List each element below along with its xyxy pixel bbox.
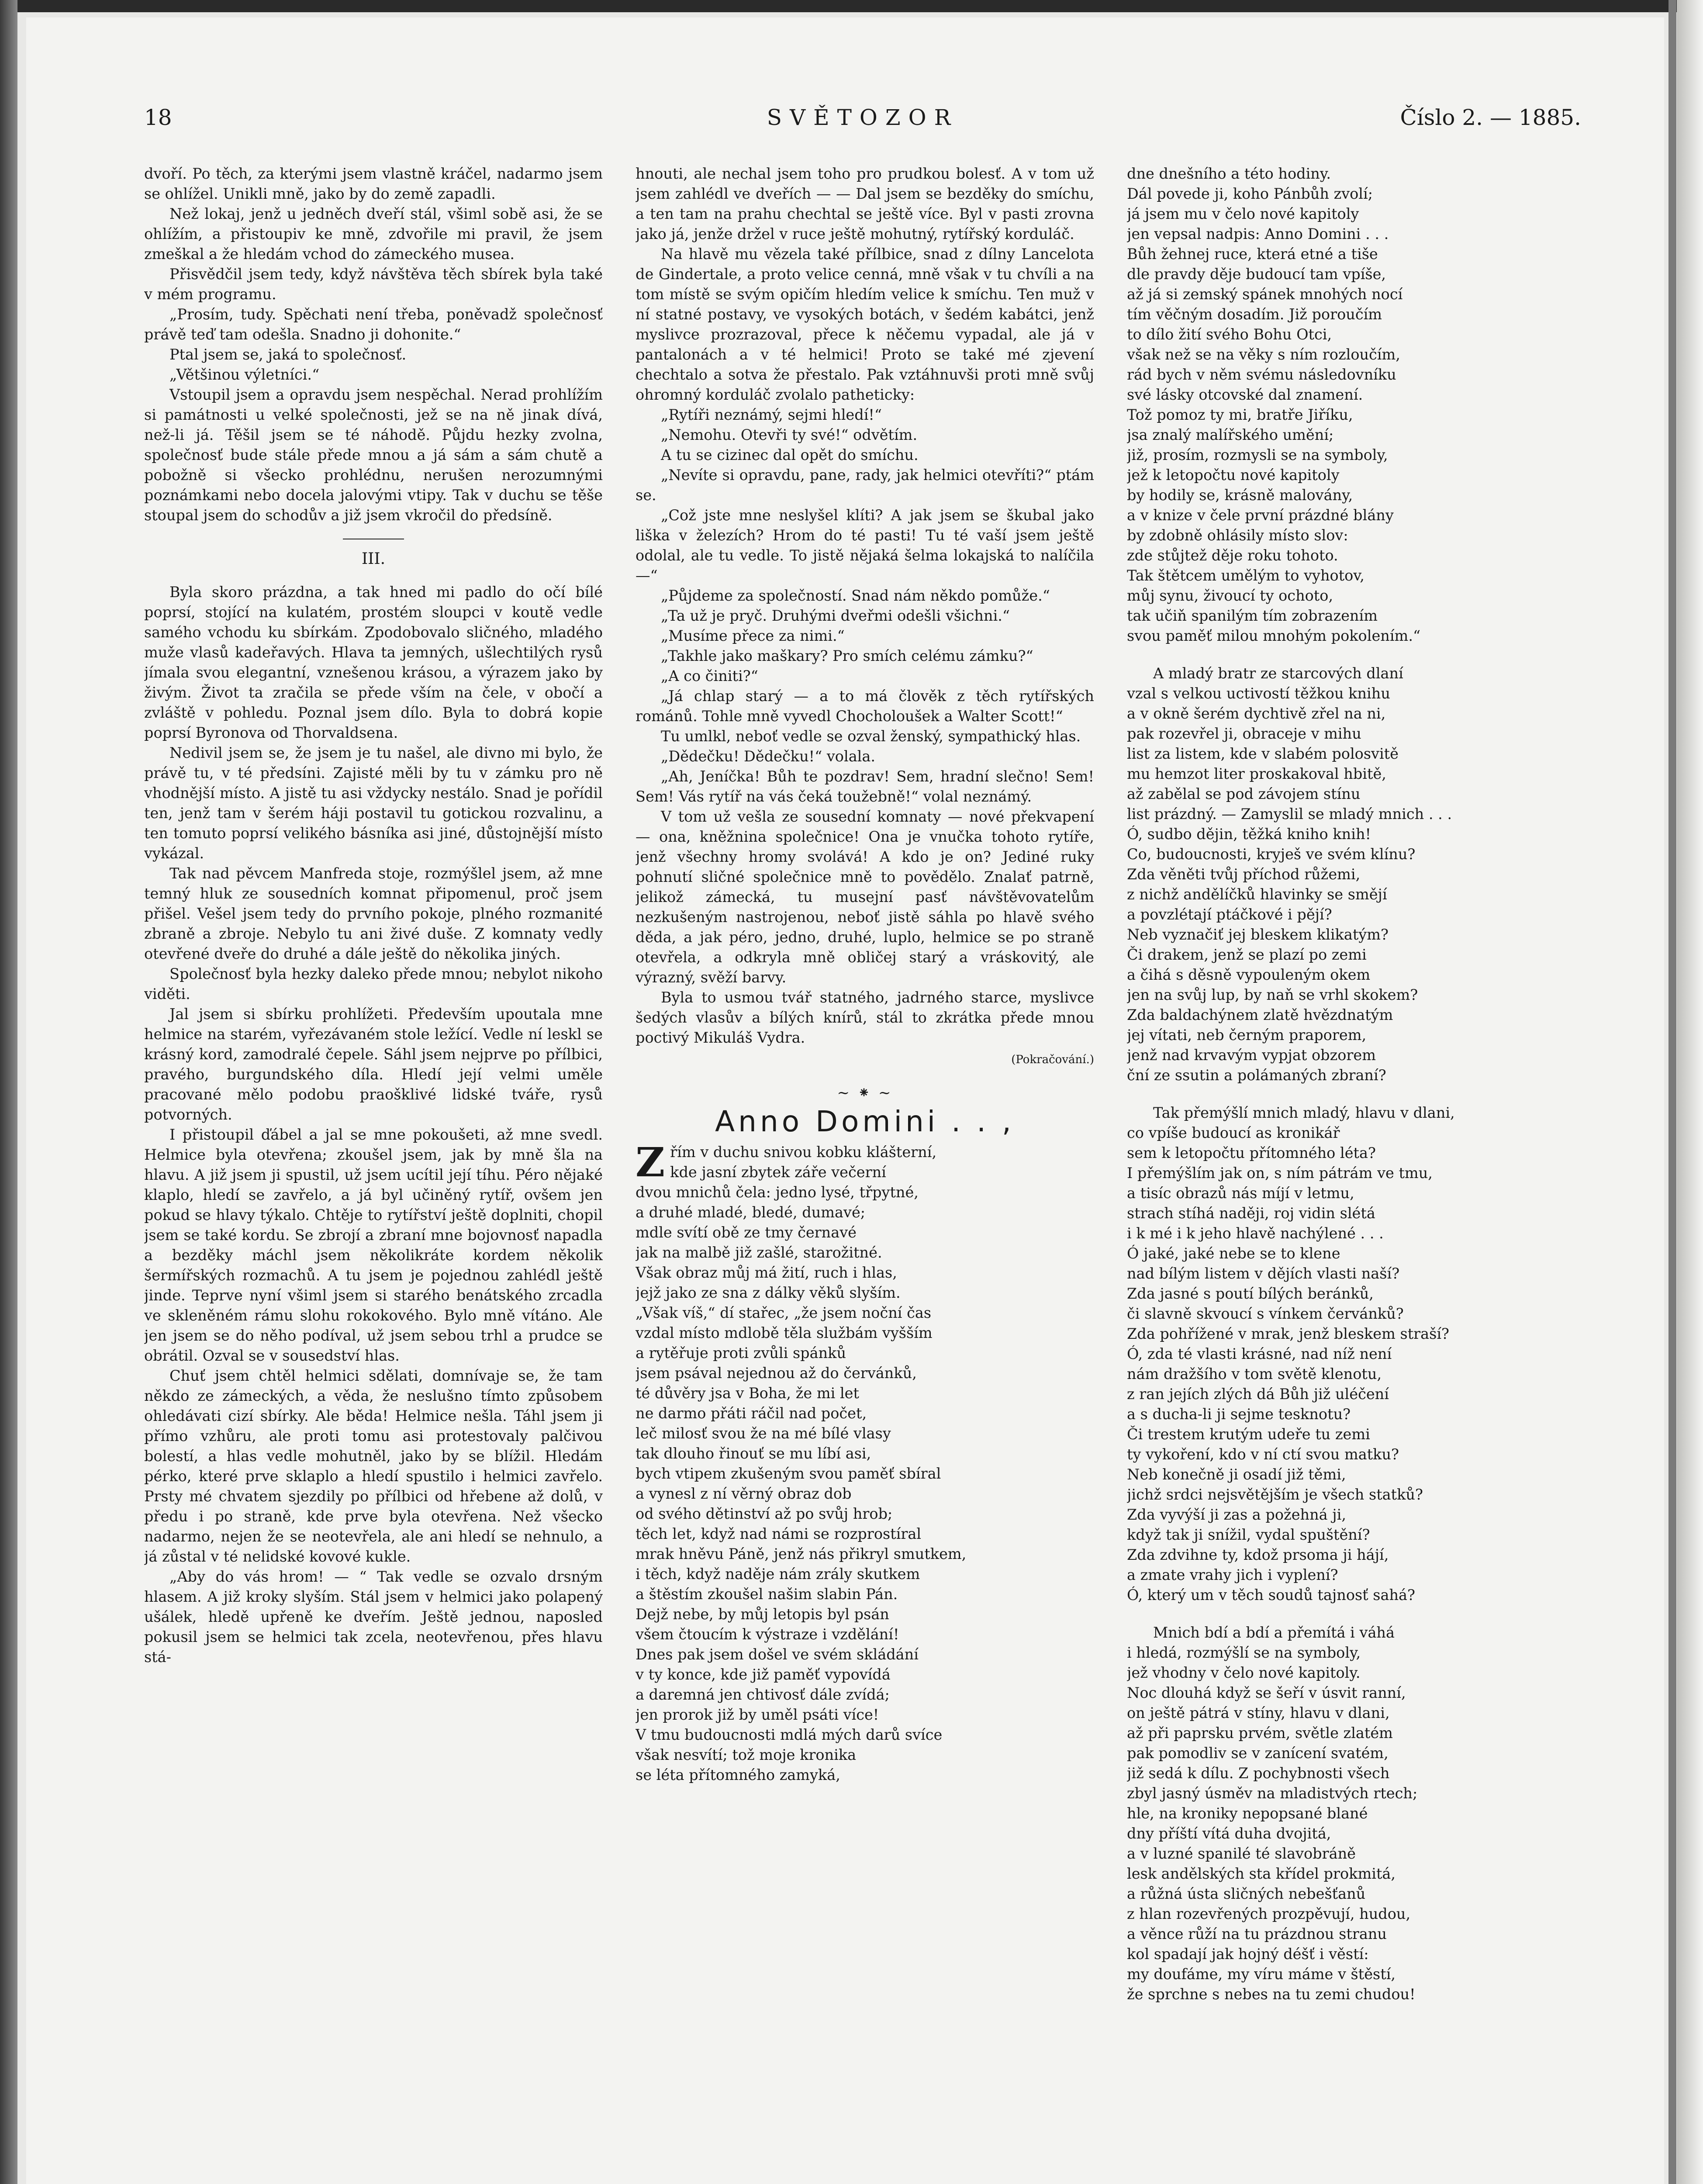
poem-line: list prázdný. — Zamyslil se mladý mnich . . . [1127,805,1452,822]
scan-top-edge [0,0,1703,12]
poem-line: i těch, když naděje nám zrály skutkem [636,1565,920,1583]
paragraph: Vstoupil jsem a opravdu jsem nespěchal. Nerad prohlížím si památnosti u velké společnosti, jež se na ně jinak dívá, než-li já. Těšil jsem se té náhodě. Půjdu hezky zvolna, společnosť bude stále přede mnou a já sám a sám chutě a pobožně si všecko prohlédnu, nerušen nerozumnými poznámkami nebo docela jalovými vtipy. Tak v duchu se těše stoupal jsem do schodův a již jsem vkročil do předsíně. [144,386,603,524]
poem-line: kde jasní zbytek záře večerní [670,1164,886,1181]
poem-line: Však obraz můj má žití, ruch i hlas, [636,1264,897,1281]
poem-line: jen na svůj lup, by naň se vrhl skokem? [1127,986,1418,1003]
poem-line: dny příští vítá duha dvojitá, [1127,1825,1331,1842]
poem-line: V tmu budoucnosti mdlá mých darů svíce [636,1726,943,1743]
paragraph: „Půjdeme za společností. Snad nám někdo pomůže.“ [661,587,1050,604]
scan-spine-shadow [1668,0,1676,2184]
poem-line: zbyl jasný úsměv na mladistvých rtech; [1127,1785,1418,1802]
page-number: 18 [144,105,172,130]
poem-line: jenž nad krvavým vypjat obzorem [1127,1047,1376,1064]
paragraph: dvoří. Po těch, za kterými jsem vlastně kráčel, nadarmo jsem se ohlížel. Unikli mně, jako by do země zapadli. [144,165,603,202]
poem-line: dne dnešního a této hodiny. [1127,165,1331,182]
paragraph: Nedivil jsem se, že jsem je tu našel, ale divno mi bylo, že právě tu, v té předsíni. Zajisté měli by tu v zámku pro ně vhodnější místo. A jistě tu asi vždycky nestálo. Snad je pořídil ten, jenž tam v šerém háji postavil tu gotickou rozvalinu, a ten tomuto poprsí velikého básníka asi jiné, důstojnější místo vykázal. [144,744,603,862]
paragraph: „Rytíři neznámý, sejmi hledí!“ [661,406,882,423]
poem-line: v ty konce, kde již paměť vypovídá [636,1666,891,1683]
poem-line: bych vtipem zkušeným svou paměť sbíral [636,1465,941,1482]
poem-line: a štěstím zkoušel našim slabin Pán. [636,1586,898,1603]
poem-line: jen prorok již by uměl psáti více! [636,1706,879,1723]
poem-body [636,1139,1094,1785]
poem-line: Ó, zda té vlasti krásné, nad níž není [1127,1345,1392,1362]
journal-title: SVĚTOZOR [767,105,959,130]
paragraph: V tom už vešla ze sousední komnaty — nové překvapení — ona, kněžnina společnice! Ona je vnučka tohoto rytíře, jenž všechny hromy svolává! A kdo je on? Jediné ruky pohnutí sličné společnice mně to povědělo. Znalať patrně, jelikož zámecká, tu musejní pasť návštěvovatelům nezkušeným nastrojenou, neboť jistě sáhla po hlavě svého děda, a jak péro, jedno, druhé, luplo, helmice se po straně otevřela, a odkryla mně obličej starý a vráskovitý, ale výrazný, svěží barvy. [636,808,1094,986]
paragraph: Byla skoro prázdna, a tak hned mi padlo do očí bílé poprsí, stojící na kulatém, prostém sloupci v koutě vedle samého vchodu ku sbírkám. Zpodobovalo sličného, mladého muže vlasů kadeřavých. Hlava ta jemných, ušlechtilých rysů jímala svou elegantní, vznešenou krásou, a výrazem jako by živým. Život ta zračila se přede vším na čele, v obočí a zvláště v pohledu. Poznal jsem dílo. Byla to dobrá kopie poprsí Byronova od Thorvaldsena. [144,584,603,741]
poem-line: Dál povede ji, koho Pánbůh zvolí; [1127,185,1373,202]
poem-line: Ó, sudbo dějin, těžká kniho knih! [1127,826,1371,843]
poem-line: a v okně šerém dychtivě zřel na ni, [1127,705,1386,722]
paragraph: „Nevíte si opravdu, pane, rady, jak helmici otevříti?“ ptám se. [636,467,1094,504]
poem-line: jejž jako ze sna z dálky věků slyším. [636,1284,901,1301]
poem-line: jak na malbě již zašlé, starožitné. [636,1244,882,1261]
poem-line: pak pomodliv se v zanícení svatém, [1127,1745,1389,1762]
stanza-gap [1127,646,1588,663]
poem-line: však nesvítí; tož moje kronika [636,1746,857,1763]
poem-line: Zda baldachýnem zlatě hvězdnatým [1127,1006,1393,1023]
poem-line: tak učiň spanilým tím zobrazením [1127,607,1378,624]
poem-line: Tož pomoz ty mi, bratře Jiříku, [1127,406,1353,423]
poem-line: již sedá k dílu. Z pochybnosti všech [1127,1765,1390,1782]
poem-line: Co, budoucnosti, kryješ ve svém klínu? [1127,846,1416,863]
poem-line: „Však víš,“ dí stařec, „že jsem noční čas [636,1304,932,1321]
poem-stanza [1127,663,1588,1085]
poem-line: by hodily se, krásně malovány, [1127,487,1353,504]
poem-line: od svého dětinství až po svůj hrob; [636,1505,893,1522]
poem-line: a zmate vrahy jich i vyplení? [1127,1566,1338,1583]
poem-line: jež k letopočtu nové kapitoly [1127,467,1340,484]
poem-line: až zabělal se pod závojem stínu [1127,785,1361,802]
poem-line: z hlan rozevřených prozpěvují, hudou, [1127,1905,1411,1922]
poem-line: by zdobně ohlásily místo slov: [1127,527,1348,544]
poem-line: ne darmo přáti ráčil nad počet, [636,1405,867,1422]
poem-line: nad bílým listem v dějích vlasti naší? [1127,1265,1400,1282]
poem-line: Dejž nebe, by můj letopis byl psán [636,1606,889,1623]
poem-line: tím věčným dosadím. Již poroučím [1127,306,1382,323]
poem-line: řím v duchu snivou kobku klášterní, [670,1144,937,1161]
poem-line: když tak ji snížil, vydal spuštění? [1127,1526,1370,1543]
poem-line: Noc dlouhá když se šeří v úsvit ranní, [1127,1684,1406,1701]
poem-line: a čihá s děsně vypouleným okem [1127,966,1371,983]
poem-stanza [1127,1103,1588,1605]
poem-line: a věnce růží na tu prázdnou stranu [1127,1925,1387,1942]
poem-line: Zda věněti tvůj příchod růžemi, [1127,866,1361,883]
poem-line: a růžná ústa sličných nebešťanů [1127,1885,1366,1902]
poem-line: my doufáme, my víru máme v štěstí, [1127,1966,1396,1983]
poem-line: to dílo žití svého Bohu Otci, [1127,326,1332,343]
poem-line: a s ducha-li ji sejme tesknotu? [1127,1406,1351,1423]
poem-line: že sprchne s nebes na tu zemi chudou! [1127,1986,1416,2003]
poem-line: co vpíše budoucí as kronikář [1127,1124,1340,1141]
paragraph: „Což jste mne neslyšel klíti? A jak jsem se škubal jako liška v železích? Hrom do té pasti! Tu té vaší jsem ještě odolal, ale tu vedle. To jistě nějaká šelma lokajská to nalíčila —“ [636,507,1094,584]
column-1 [144,164,603,2184]
page-header [144,105,1581,135]
poem-line: až při paprsku prvém, světle zlatém [1127,1724,1393,1742]
poem-line: Či trestem krutým udeře tu zemi [1127,1426,1370,1443]
paragraph: Jal jsem si sbírku prohlížeti. Především upoutala mne helmice na starém, vyřezávaném stole ležící. Vedle ní leskl se krásný kord, zamodralé čepele. Sáhl jsem nejprve po přílbici, pravého, burgundského díla. Hledí její velmi uměle pracované mělo podobu praošklivé lidské tváře, rysů potvorných. [144,1006,603,1123]
poem-line: všem čtoucím k výstraze i vzdělání! [636,1626,899,1643]
poem-line: Bůh žehnej ruce, která etné a tiše [1127,245,1378,263]
poem-line: strach stíhá naději, roj vidin slétá [1127,1205,1375,1222]
poem-line: sem k letopočtu přítomného léta? [1127,1144,1376,1161]
poem-line: jen vepsal nadpis: Anno Domini . . . [1127,225,1389,242]
paragraph: Přisvědčil jsem tedy, když návštěva těch sbírek byla také v mém programu. [144,266,603,303]
poem-line: I přemýšlím jak on, s ním pátrám ve tmu, [1127,1165,1433,1182]
poem-line: a daremná jen chtivosť dále zvídá; [636,1686,890,1703]
poem-line: jej vítati, neb černým praporem, [1127,1026,1367,1044]
section-number: III. [361,550,386,568]
poem-line: však než se na věky s ním rozloučím, [1127,346,1400,363]
continuation-note: (Pokračování.) [1011,1053,1094,1066]
poem-line: a rytěřuje proti zvůli spánků [636,1344,846,1362]
poem-line: on ještě pátrá v stíny, hlavu v dlani, [1127,1704,1390,1721]
poem-line: Zda pohřížené v mrak, jenž bleskem straší? [1127,1325,1450,1342]
poem-line: lesk andělských sta křídel prokmitá, [1127,1865,1396,1882]
paragraph: „Ah, Jeníčka! Bůh te pozdrav! Sem, hradní slečno! Sem! Sem! Vás rytíř na vás čeká toužebně!“ volal neznámý. [636,768,1094,805]
paragraph: „Nemohu. Otevři ty své!“ odvětím. [661,426,918,443]
poem-line: své lásky otcovské dal znamení. [1127,386,1363,403]
poem-line: zde stůjtež děje roku tohoto. [1127,547,1338,564]
column-2 [636,164,1094,2184]
poem-line: tak dlouho řinouť se mu líbí asi, [636,1445,871,1462]
poem-line: mdle svítí obě ze tmy černavé [636,1224,857,1241]
poem-line: Tak štětcem umělým to vyhotov, [1127,567,1364,584]
poem-title: Anno Domini . . , [715,1105,1015,1138]
poem-line: Ó jaké, jaké nebe se to klene [1127,1245,1340,1262]
poem-line: mu hemzot liter proskakoval hbitě, [1127,765,1386,782]
stanza-gap [1127,1605,1588,1623]
poem-stanza [1127,1623,1588,2004]
poem-line: již, prosím, rozmysli se na symboly, [1127,446,1388,463]
scan-left-edge [0,0,17,2184]
poem-line: se léta přítomného zamyká, [636,1766,840,1783]
column-3 [1127,164,1588,2184]
scan-right-edge [1677,0,1703,2184]
paragraph: „Prosím, tudy. Spěchati není třeba, poněvadž společnosť právě teď tam odešla. Snadno ji dohonite.“ [144,306,603,343]
poem-line: jsa znalý malířského umění; [1127,426,1334,443]
paragraph: „Já chlap starý — a to má člověk z těch rytířských románů. Tohle mně vyvedl Chocholoušek a Walter Scott!“ [636,688,1094,725]
poem-line: nám dražšího v tom světě klenotu, [1127,1365,1382,1382]
poem-line: Či drakem, jenž se plazí po zemi [1127,946,1367,963]
poem-line: vzal s velkou uctivostí těžkou knihu [1127,685,1390,702]
drop-cap: Z [636,1139,665,1186]
issue-label: Číslo 2. — 1885. [1400,105,1581,130]
poem-line: kol spadají jak hojný déšť i věstí: [1127,1946,1369,1963]
poem-line: až já si zemský spánek mnohých nocí [1127,286,1403,303]
poem-line: z ran jejích zlých dá Bůh již uléčení [1127,1386,1389,1403]
poem-line: těch let, když nad námi se rozprostíral [636,1525,922,1542]
paragraph: hnouti, ale nechal jsem toho pro prudkou bolesť. A v tom už jsem zahlédl ve dveřích — — Dal jsem se bezděky do smíchu, a ten tam na prahu chechtal se ještě více. Byl v pasti zrovna jako já, jenže držel v ruce ještě mohutný, rytířský korduláč. [636,165,1094,242]
poem-line: A mladý bratr ze starcových dlaní [1153,665,1403,682]
poem-line: jichž srdci nejsvětějším je všech statků? [1127,1486,1423,1503]
poem-line: vzdal místo mdlobě těla službám vyšším [636,1324,933,1341]
poem-line: hle, na kroniky nepopsané blané [1127,1805,1368,1822]
poem-line: Zda zdvihne ty, kdož prsoma ji hájí, [1127,1546,1389,1563]
poem-line: jež vhodny v čelo nové kapitoly. [1127,1664,1361,1681]
poem-line: jsem psával nejednou až do červánků, [636,1365,917,1382]
paragraph: „Musíme přece za nimi.“ [661,627,845,644]
poem-line: list za listem, kde v slabém polosvitě [1127,745,1399,762]
poem-line: a tisíc obrazů nás míjí v letmu, [1127,1185,1354,1202]
paragraph: „Ta už je pryč. Druhými dveřmi odešli všichni.“ [661,607,1010,624]
paragraph: „Aby do vás hrom! — “ Tak vedle se ozvalo drsným hlasem. A již kroky slyším. Stál jsem v helmici jako polapený ušálek, hledě upřeně ke dveřím. Ještě jednou, naposled pokusil jsem se helmici tak zcela, neotevřenou, přes hlavu stá- [144,1568,603,1666]
poem-line: Neb vyznačiť jej bleskem klikatým? [1127,926,1389,943]
poem-line: a druhé mladé, bledé, dumavé; [636,1204,866,1221]
paragraph: Tak nad pěvcem Manfreda stoje, rozmýšlel jsem, až mne temný hluk ze sousedních komnat připomenul, proč jsem přišel. Vešel jsem tedy do prvního pokoje, plného rozmanité zbraně a zbroje. Nebylo tu ani živé duše. Z komnaty vedly otevřené dveře do druhé a dále ještě do několika jiných. [144,865,603,962]
paragraph: „Takhle jako maškary? Pro smích celému zámku?“ [661,647,1033,664]
poem-line: Zda vyvýší ji zas a požehná ji, [1127,1506,1347,1523]
poem-line: rád bych v něm svému následovníku [1127,366,1396,383]
paragraph: Ptal jsem se, jaká to společnosť. [169,346,407,363]
poem-line: svou paměť milou mnohým pokolením.“ [1127,627,1421,644]
poem-line: Zda jasné s poutí bílých beránků, [1127,1285,1374,1302]
paragraph: Než lokaj, jenž u jedněch dveří stál, všiml sobě asi, že se ohlížím, a přistoupiv ke mně, zdvořile mi pravil, že jsem zmeškal a že hledám vchod do zámeckého musea. [144,205,603,263]
paragraph: Byla to usmou tvář statného, jadrného starce, myslivce šedých vlasův a bílých knírů, stál to zkrátka přede mnou poctivý Mikuláš Vydra. [636,989,1094,1046]
poem-line: té důvěry jsa v Boha, že mi let [636,1385,859,1402]
paragraph: Na hlavě mu vězela také přílbice, snad z dílny Lancelota de Gindertale, a proto velice cenná, mně však v tu chvíli a na tom místě se svým opičím hledím velice k smíchu. Ten muž v ní statné postavy, ve vysokých botách, v šedém kabátci, jenž myslivce prozrazoval, přece k něčemu vypadal, ale já v pantalonách a v té helmici! Proto se také mé zjevení chechtalo a sotva že přestalo. Pak vztáhnuvši proti mně svůj ohromný korduláč zvolalo patheticky: [636,245,1094,403]
poem-line: leč milosť svou že na mé bílé vlasy [636,1425,891,1442]
poem-line: či slavně skvoucí s vínkem červánků? [1127,1305,1404,1322]
poem-line: Mnich bdí a bdí a přemítá i váhá [1153,1624,1395,1641]
poem-line: Tak přemýšlí mnich mladý, hlavu v dlani, [1153,1104,1455,1121]
paragraph: „Většinou výletníci.“ [169,366,320,383]
poem-line: můj synu, živoucí ty ochoto, [1127,587,1333,604]
poem-line: já jsem mu v čelo nové kapitoly [1127,205,1359,222]
paragraph: Chuť jsem chtěl helmici sdělati, domnívaje se, že tam někdo ze zámeckých, a věda, že neslušno tímto způsobem ohledávati cizí sbírky. Ale běda! Helmice nešla. Táhl jsem ji přímo vzhůru, ale proti tomu asi protestovaly palčivou bolestí, a hlas vedle mohutněl, jako by se blížil. Hledám pérko, které prve sklaplo a hledí spustilo i helmici zavřelo. Prsty mé chvatem sjezdily po přílbici od hřebene až dolů, v předu i po straně, kde prve byla otevřena. Než všecko nadarmo, nejen že se neotevřela, ale ani hledí se nehnulo, a já zůstal v té nelidské kovové kukle. [144,1367,603,1565]
paragraph: Tu umlkl, neboť vedle se ozval ženský, sympathický hlas. [661,728,1081,745]
poem-line: a v luzné spanilé té slavobráně [1127,1845,1356,1862]
poem-line: dvou mnichů čela: jedno lysé, třpytné, [636,1184,919,1201]
poem-line: dle pravdy děje budoucí tam vpíše, [1127,266,1386,283]
poem-line: ty vykoření, kdo v ní ctí svou matku? [1127,1446,1399,1463]
poem-line: ční ze ssutin a polámaných zbraní? [1127,1067,1386,1084]
paragraph: Společnosť byla hezky daleko přede mnou; nebylot nikoho viděti. [144,965,603,1002]
poem-line: pak rozevřel ji, obraceje v mihu [1127,725,1361,742]
ornament-divider: ~ ⁕ ~ [837,1084,893,1102]
poem-line: i hledá, rozmýšlí se na symboly, [1127,1644,1361,1661]
paragraph: „A co činiti?“ [661,667,758,684]
stanza-gap [1127,1085,1588,1103]
poem-line: Neb konečně ji osadí již těmi, [1127,1466,1346,1483]
poem-line: mrak hněvu Páně, jenž nás přikryl smutkem, [636,1545,967,1562]
poem-line: i k mé i k jeho hlavě nachýlené . . . [1127,1225,1384,1242]
poem-stanza [1127,164,1588,646]
paragraph: „Dědečku! Dědečku!“ volala. [661,748,876,765]
paragraph: I přistoupil ďábel a jal se mne pokoušeti, až mne svedl. Helmice byla otevřena; zkoušel jsem, jak by mně šla na hlavu. A již jsem ji spustil, už jsem ucítil její tíhu. Péro nějaké klaplo, hledí se zavřelo, a já byl učiněný rytíř, ovšem jen pokud se hlavy týkalo. Chtěje to rytířství ještě doplniti, chopil jsem se také kordu. Se zbrojí a zbraní mne bojovnosť napadla a bezděky máchl jsem několikráte kordem několik šermířských rozmachů. A tu jsem je pojednou zahlédl ještě jinde. Teprve nyní všiml jsem si starého benátského zrcadla ve skleněném rámu slohu rokokového. Bylo mně vítáno. Ale jen jsem se do něho podíval, už jsem sebou trhl a prudce se obrátil. Ozval se v sousedství hlas. [144,1126,603,1364]
paragraph: A tu se cizinec dal opět do smíchu. [661,446,919,463]
poem-line: Ó, který um v těch soudů tajnosť sahá? [1127,1586,1415,1603]
poem-line: a povzlétají ptáčkové i pějí? [1127,906,1332,923]
poem-line: Dnes pak jsem došel ve svém skládání [636,1646,919,1663]
poem-line: z nichž andělíčků hlavinky se smějí [1127,886,1387,903]
poem-line: a vynesl z ní věrný obraz dob [636,1485,852,1502]
poem-line: a v knize v čele první prázdné blány [1127,507,1394,524]
